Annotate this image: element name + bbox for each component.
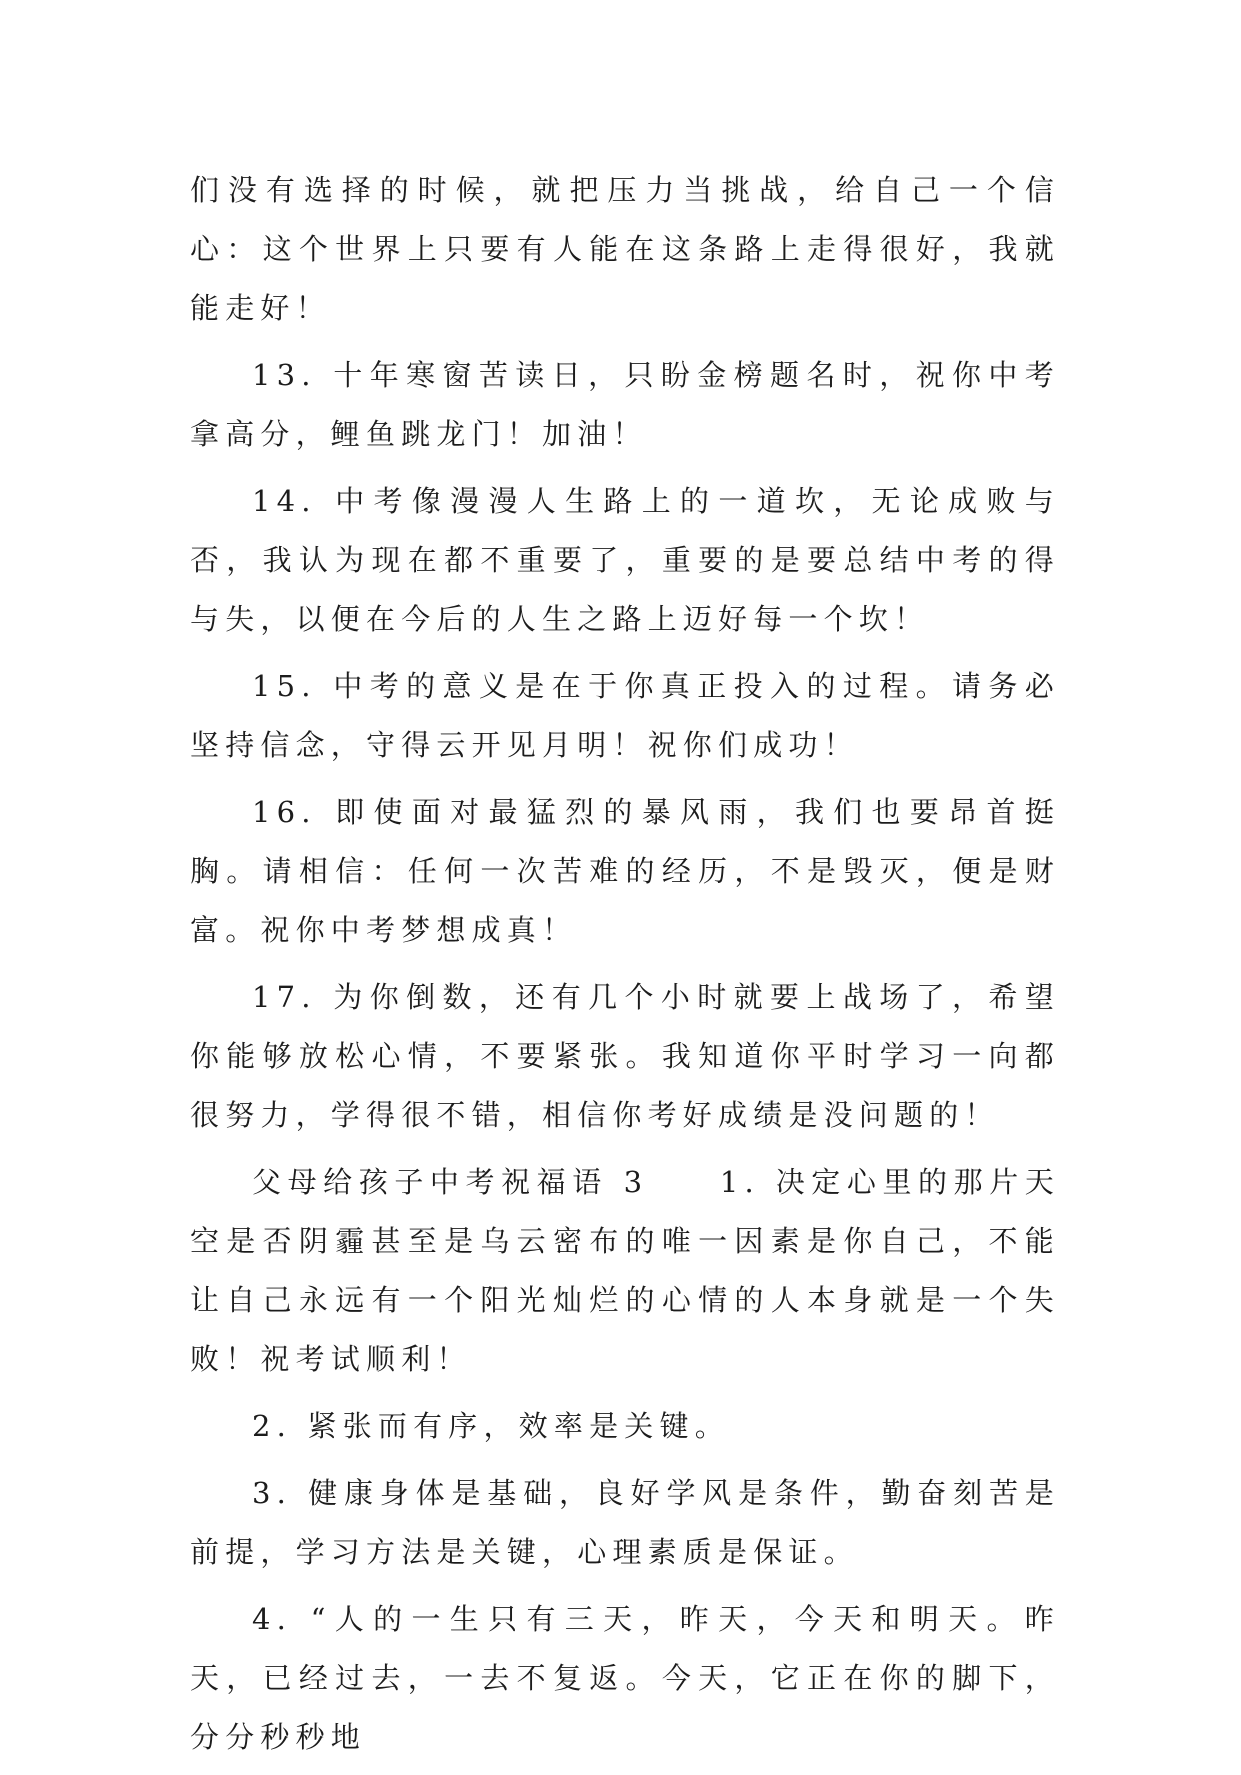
paragraph-item-14: 14. 中考像漫漫人生路上的一道坎，无论成败与否，我认为现在都不重要了，重要的是要总结中考的得与失，以便在今后的人生之路上迈好每一个坎！ bbox=[190, 484, 1060, 636]
paragraph-section-3: 父母给孩子中考祝福语 3 1. 决定心里的那片天空是否阴霾甚至是乌云密布的唯一因素是你自己，不能让自己永远有一个阳光灿烂的心情的人本身就是一个失败！祝考试顺利！ bbox=[190, 1165, 1060, 1376]
paragraph-item-4: 4. “人的一生只有三天，昨天，今天和明天。昨天，已经过去，一去不复返。今天，它正在你的脚下，分分秒秒地 bbox=[190, 1602, 1060, 1754]
paragraph-item-13: 13. 十年寒窗苦读日，只盼金榜题名时，祝你中考拿高分，鲤鱼跳龙门！加油！ bbox=[190, 358, 1060, 451]
paragraph-item-17: 17. 为你倒数，还有几个小时就要上战场了，希望你能够放松心情，不要紧张。我知道你平时学习一向都很努力，学得很不错，相信你考好成绩是没问题的！ bbox=[190, 980, 1060, 1132]
document-body bbox=[190, 161, 1060, 1775]
paragraph-item-2: 2. 紧张而有序，效率是关键。 bbox=[252, 1409, 730, 1443]
paragraph-item-15: 15. 中考的意义是在于你真正投入的过程。请务必坚持信念，守得云开见月明！祝你们成功！ bbox=[190, 669, 1060, 762]
paragraph-continued: 们没有选择的时候，就把压力当挑战，给自己一个信心：这个世界上只要有人能在这条路上走得很好，我就能走好！ bbox=[190, 173, 1060, 325]
paragraph-item-16: 16. 即使面对最猛烈的暴风雨，我们也要昂首挺胸。请相信：任何一次苦难的经历，不是毁灭，便是财富。祝你中考梦想成真！ bbox=[190, 795, 1060, 947]
paragraph-item-3: 3. 健康身体是基础，良好学风是条件，勤奋刻苦是前提，学习方法是关键，心理素质是保证。 bbox=[190, 1476, 1060, 1569]
